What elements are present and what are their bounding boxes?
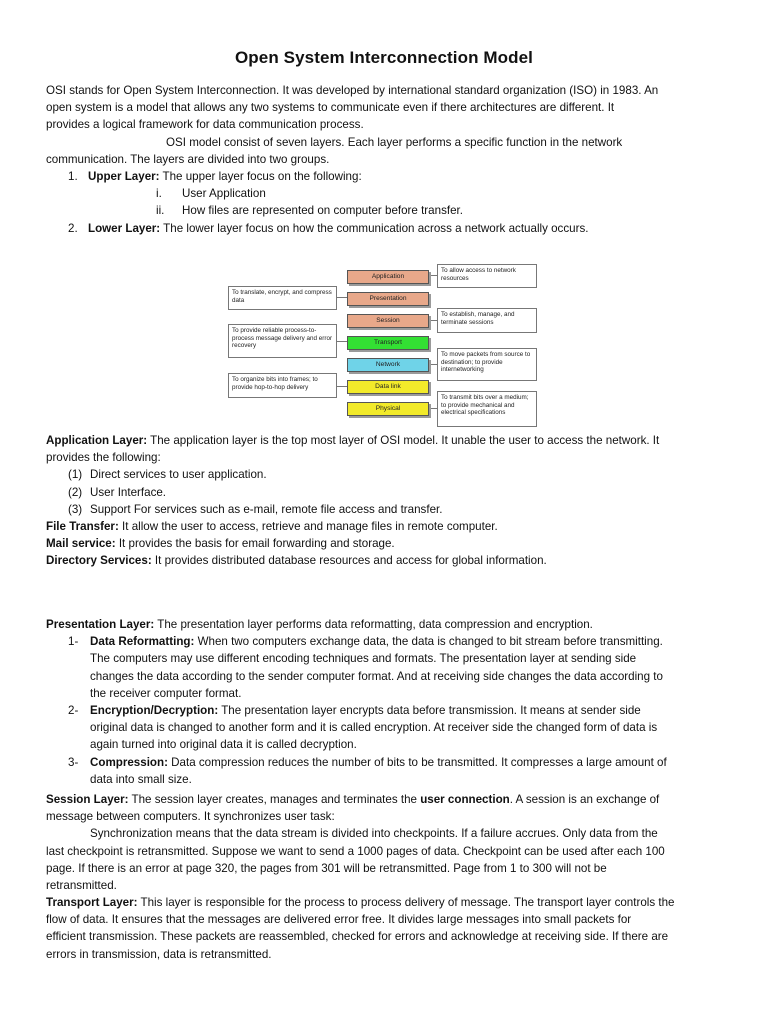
- service-line: File Transfer: It allow the user to access, retrieve and manage files in remote computer.: [46, 520, 498, 534]
- page-title: Open System Interconnection Model: [234, 48, 533, 67]
- presentation-item: 1- Data Reformatting: When two computers exchange data, the data is changed to bit stream before transmitting. The computers may use different encoding techniques and formats. The presentation layer at sending side changes the data according to the sender computer format. And at receiving side changes the data according to the receiver computer format.: [68, 635, 663, 700]
- connector-line: [337, 386, 347, 387]
- session-line: page. If there is an error at page 320, the pages from 301 will be retransmitted. Page from 1 to 300 will not be: [46, 861, 607, 875]
- session-line: retransmitted.: [46, 879, 117, 893]
- right-desc-box: To allow access to network resources: [437, 264, 537, 288]
- application-line: Application Layer: The application layer is the top most layer of OSI model. It unable the user to access the network. It: [46, 434, 660, 447]
- session-line: Synchronization means that the data stream is divided into checkpoints. If a failure accrues. Only data from the: [90, 827, 658, 841]
- transport-line: efficient transmission. These packets are reassembled, checked for errors and acknowledge at receiving side. If there are: [46, 930, 669, 944]
- intro-line: communication. The layers are divided into two groups.: [46, 152, 330, 166]
- transport-line: flow of data. It ensures that the messages are delivered error free. It divides large messages into small packets for: [46, 913, 632, 927]
- right-desc-box: To establish, manage, and terminate sessions: [437, 308, 537, 333]
- upper-item: i. User Application: [156, 187, 266, 201]
- connector-line: [429, 408, 437, 409]
- application-item: (3) Support For services such as e-mail, remote file access and transfer.: [68, 502, 443, 516]
- session-line: last checkpoint is retransmitted. Suppose we want to send a 1000 pages of data. Checkpoint can be used after each 100: [46, 844, 665, 858]
- presentation-line: Presentation Layer: The presentation layer performs data reformatting, data compression and encryption.: [46, 618, 593, 631]
- osi-layers-diagram: [226, 262, 542, 432]
- group-item: 2. Lower Layer: The lower layer focus on how the communication across a network actually occurs.: [68, 221, 589, 235]
- left-desc-box: To translate, encrypt, and compress data: [228, 286, 337, 310]
- session-line: message between computers. It synchronizes user task:: [46, 810, 335, 824]
- layer-network: Network: [347, 358, 429, 372]
- right-desc-box: To move packets from source to destination; to provide internetworking: [437, 348, 537, 381]
- transport-section: [46, 894, 722, 963]
- layer-data-link: Data link: [347, 380, 429, 394]
- left-desc-box: To organize bits into frames; to provide hop-to-hop delivery: [228, 373, 337, 398]
- intro-line: open system is a model that allows any two systems to communicate even if there architectures are different. It: [46, 101, 615, 115]
- layer-transport: Transport: [347, 336, 429, 350]
- presentation-section: [46, 616, 722, 788]
- connector-line: [337, 341, 347, 342]
- left-desc-box: To provide reliable process-to-process message delivery and error recovery: [228, 324, 337, 358]
- connector-line: [429, 320, 437, 321]
- presentation-item: 2- Encryption/Decryption: The presentation layer encrypts data before transmission. It means at sender side original data is changed to another form and it is called encryption. At receiver side the changed form of data is again turned into original data it is called decryption.: [68, 704, 658, 752]
- intro-line: OSI stands for Open System Interconnection. It was developed by international standard organization (ISO) in 1983. An: [46, 84, 659, 97]
- presentation-item: 3- Compression: Data compression reduces the number of bits to be transmitted. It compresses a large amount of data into small size.: [68, 755, 667, 786]
- session-section: [46, 791, 722, 894]
- intro-line: OSI model consist of seven layers. Each layer performs a specific function in the network: [166, 135, 623, 149]
- application-item: (1) Direct services to user application.: [68, 468, 267, 482]
- layer-session: Session: [347, 314, 429, 328]
- layer-physical: Physical: [347, 402, 429, 416]
- upper-item: ii. How files are represented on computer before transfer.: [156, 204, 463, 218]
- layer-application: Application: [347, 270, 429, 284]
- connector-line: [337, 297, 347, 298]
- application-line: provides the following:: [46, 451, 161, 465]
- intro-line: provides a logical framework for data communication process.: [46, 118, 364, 132]
- service-line: Directory Services: It provides distributed database resources and access for global information.: [46, 554, 547, 568]
- intro-paragraph: [46, 82, 722, 237]
- layer-presentation: Presentation: [347, 292, 429, 306]
- session-line: Session Layer: The session layer creates, manages and terminates the user connection. A session is an exchange of: [46, 793, 660, 806]
- connector-line: [429, 275, 437, 276]
- application-section: [46, 432, 722, 570]
- connector-line: [429, 364, 437, 365]
- service-line: Mail service: It provides the basis for email forwarding and storage.: [46, 537, 395, 551]
- right-desc-box: To transmit bits over a medium; to provide mechanical and electrical specifications: [437, 391, 537, 427]
- group-item: 1. Upper Layer: The upper layer focus on the following:: [68, 170, 362, 184]
- application-item: (2) User Interface.: [68, 485, 167, 499]
- transport-line: errors in transmission, data is retransmitted.: [46, 947, 272, 961]
- transport-line: Transport Layer: This layer is responsible for the process to process delivery of message. The transport layer controls the: [46, 896, 675, 909]
